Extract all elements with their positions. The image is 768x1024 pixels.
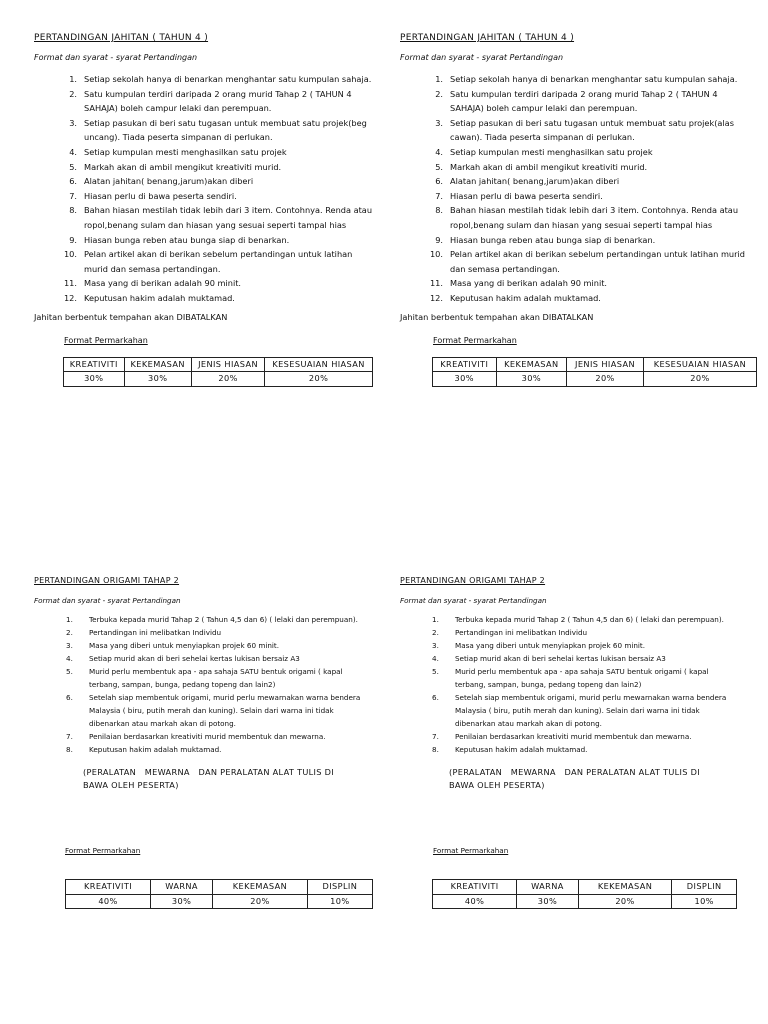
origami-format-label: Format Permarkahan — [433, 846, 509, 855]
rule-text: Terbuka kepada murid Tahap 2 ( Tahun 4,5 dan 6) ( lelaki dan perempuan). — [89, 615, 358, 624]
jahitan-title: PERTANDINGAN JAHITAN ( TAHUN 4 ) — [34, 33, 209, 43]
rule-number: 8. — [69, 205, 77, 216]
origami-score-table — [65, 879, 373, 909]
rule-text: Hiasan perlu di bawa peserta sendiri. — [84, 190, 237, 201]
rule-number: 2. — [69, 88, 77, 99]
rule-number: 11. — [429, 278, 443, 289]
rule-text: Setiap pasukan di beri satu tugasan untuk membuat satu projek(beg uncang). Tiada peserta simpanan di perlukan. — [84, 117, 367, 143]
table-header-row — [433, 880, 737, 895]
table-header-cell: KREATIVITI — [66, 880, 151, 895]
table-header-cell: KEKEMASAN — [578, 880, 672, 895]
rule-item — [427, 174, 747, 189]
table-header-cell: JENIS HIASAN — [191, 357, 264, 372]
rule-number: 12. — [63, 292, 77, 303]
table-row — [433, 894, 737, 909]
rule-item — [432, 743, 732, 756]
rule-text: Satu kumpulan terdiri daripada 2 orang murid Tahap 2 ( TAHUN 4 SAHAJA) boleh campur lelaki dan perempuan. — [450, 88, 718, 114]
rule-text: Pelan artikel akan di berikan sebelum pertandingan untuk latihan murid dan semasa pertandingan. — [450, 249, 745, 274]
rule-item — [432, 652, 732, 665]
jahitan-score-table — [63, 357, 373, 387]
rule-item — [427, 276, 747, 291]
rule-text: Setelah siap membentuk origami, murid perlu mewarnakan warna bendera Malaysia ( biru, putih merah dan kuning). Selain dari warna ini tidak dibenarkan atau markah akan di potong. — [455, 693, 727, 728]
rule-item — [427, 87, 747, 116]
rule-item — [432, 613, 732, 626]
table-header-cell: KESESUAIAN HIASAN — [265, 357, 373, 372]
origami-subtitle: Format dan syarat - syarat Pertandingan — [34, 596, 181, 605]
table-cell: 10% — [672, 894, 737, 909]
rule-item — [61, 247, 377, 276]
table-cell: 30% — [64, 372, 125, 387]
rule-number: 5. — [435, 161, 443, 172]
origami-subtitle: Format dan syarat - syarat Pertandingan — [400, 596, 547, 605]
rule-item — [61, 174, 377, 189]
rule-item — [427, 72, 747, 87]
rule-number: 6. — [432, 693, 439, 702]
rule-number: 1. — [66, 615, 73, 624]
origami-rules-list — [432, 613, 732, 756]
rule-item — [427, 116, 747, 145]
table-header-cell: JENIS HIASAN — [567, 357, 644, 372]
jahitan-rules-list — [427, 72, 747, 306]
jahitan-rules-list — [61, 72, 377, 306]
rule-item — [432, 691, 732, 730]
rule-number: 3. — [69, 117, 77, 128]
rule-item — [61, 276, 377, 291]
jahitan-subtitle: Format dan syarat - syarat Pertandingan — [34, 53, 198, 62]
table-cell: 20% — [213, 894, 308, 909]
rule-text: Setelah siap membentuk origami, murid perlu mewarnakan warna bendera Malaysia ( biru, putih merah dan kuning). Selain dari warna ini tidak dibenarkan atau markah akan di potong. — [89, 693, 361, 728]
rule-item — [427, 247, 747, 276]
origami-right-column — [400, 576, 755, 909]
rule-text: Hiasan perlu di bawa peserta sendiri. — [450, 190, 603, 201]
jahitan-note: Jahitan berbentuk tempahan akan DIBATALKAN — [34, 311, 228, 322]
rule-item — [61, 145, 377, 160]
rule-item — [61, 189, 377, 204]
rule-text: Hiasan bunga reben atau bunga siap di benarkan. — [450, 234, 656, 245]
origami-rules-list — [66, 613, 366, 756]
rule-text: Alatan jahitan( benang,jarum)akan diberi — [450, 176, 620, 187]
table-cell: 30% — [433, 372, 497, 387]
rule-number: 12. — [429, 292, 443, 303]
rule-text: Pertandingan ini melibatkan Individu — [89, 628, 222, 637]
table-cell: 20% — [578, 894, 672, 909]
jahitan-left-column — [34, 33, 389, 387]
rule-number: 8. — [435, 205, 443, 216]
rule-text: Bahan hiasan mestilah tidak lebih dari 3 item. Contohnya. Renda atau ropol,benang sulam dan hiasan yang sesuai seperti tampal hias — [84, 205, 373, 230]
rule-number: 9. — [435, 234, 443, 245]
table-header-cell: DISPLIN — [307, 880, 372, 895]
rule-text: Setiap murid akan di beri sehelai kertas lukisan bersaiz A3 — [89, 654, 300, 663]
rule-item — [427, 145, 747, 160]
rule-item — [66, 639, 366, 652]
origami-tools-line-1: (PERALATAN MEWARNA DAN PERALATAN ALAT TULIS DI — [83, 767, 334, 777]
rule-text: Masa yang diberi untuk menyiapkan projek 60 minit. — [455, 641, 645, 650]
rule-number: 10. — [63, 249, 77, 260]
rule-text: Markah akan di ambil mengikut kreativiti murid. — [450, 161, 648, 172]
rule-number: 4. — [435, 146, 443, 157]
rule-number: 2. — [435, 88, 443, 99]
rule-number: 10. — [429, 249, 443, 260]
rule-item — [427, 160, 747, 175]
rule-number: 1. — [432, 615, 439, 624]
table-header-cell: KREATIVITI — [433, 880, 517, 895]
origami-section — [0, 576, 768, 956]
jahitan-right-column — [400, 33, 755, 387]
rule-text: Hiasan bunga reben atau bunga siap di benarkan. — [84, 234, 290, 245]
jahitan-subtitle: Format dan syarat - syarat Pertandingan — [400, 53, 564, 62]
rule-number: 3. — [66, 641, 73, 650]
rule-text: Pertandingan ini melibatkan Individu — [455, 628, 588, 637]
table-row — [433, 372, 757, 387]
table-header-cell: WARNA — [517, 880, 579, 895]
rule-text: Keputusan hakim adalah muktamad. — [84, 292, 235, 303]
rule-number: 5. — [66, 667, 73, 676]
rule-text: Keputusan hakim adalah muktamad. — [450, 292, 601, 303]
table-cell: 20% — [191, 372, 264, 387]
rule-text: Keputusan hakim adalah muktamad. — [89, 745, 222, 754]
rule-text: Setiap murid akan di beri sehelai kertas lukisan bersaiz A3 — [455, 654, 666, 663]
rule-item — [61, 72, 377, 87]
rule-number: 8. — [432, 745, 439, 754]
table-header-row — [433, 357, 757, 372]
rule-item — [66, 665, 366, 691]
rule-number: 2. — [66, 628, 73, 637]
table-header-cell: KEKEMASAN — [124, 357, 191, 372]
table-cell: 30% — [151, 894, 213, 909]
rule-item — [61, 233, 377, 248]
table-header-cell: KEKEMASAN — [496, 357, 567, 372]
rule-item — [61, 116, 377, 145]
origami-tools-line-2: BAWA OLEH PESERTA) — [83, 780, 179, 790]
rule-text: Setiap sekolah hanya di benarkan menghantar satu kumpulan sahaja. — [84, 74, 372, 84]
rule-number: 5. — [432, 667, 439, 676]
rule-number: 5. — [69, 161, 77, 172]
rule-text: Setiap sekolah hanya di benarkan menghantar satu kumpulan sahaja. — [450, 74, 738, 84]
rule-item — [427, 203, 747, 232]
origami-score-table — [432, 879, 737, 909]
origami-left-column — [34, 576, 389, 909]
origami-tools-note — [83, 766, 389, 792]
rule-number: 1. — [435, 74, 443, 84]
table-row — [64, 372, 373, 387]
rule-text: Alatan jahitan( benang,jarum)akan diberi — [84, 176, 254, 187]
table-header-cell: KEKEMASAN — [213, 880, 308, 895]
table-cell: 20% — [265, 372, 373, 387]
rule-item — [427, 189, 747, 204]
table-cell: 30% — [124, 372, 191, 387]
origami-format-label: Format Permarkahan — [65, 846, 141, 855]
table-header-cell: KESESUAIAN HIASAN — [643, 357, 756, 372]
rule-number: 8. — [66, 745, 73, 754]
origami-tools-line-1: (PERALATAN MEWARNA DAN PERALATAN ALAT TULIS DI — [449, 767, 700, 777]
rule-number: 4. — [66, 654, 73, 663]
rule-text: Murid perlu membentuk apa - apa sahaja SATU bentuk origami ( kapal terbang, sampan, bunga, pedang topeng dan lain2) — [89, 667, 343, 689]
rule-item — [66, 743, 366, 756]
rule-number: 1. — [69, 74, 77, 84]
rule-text: Masa yang di berikan adalah 90 minit. — [450, 278, 608, 289]
rule-item — [61, 291, 377, 306]
rule-item — [61, 203, 377, 232]
rule-item — [66, 691, 366, 730]
table-cell: 30% — [496, 372, 567, 387]
rule-text: Penilaian berdasarkan kreativiti murid membentuk dan mewarna. — [89, 732, 326, 741]
table-cell: 30% — [517, 894, 579, 909]
rule-number: 11. — [63, 278, 77, 289]
table-header-cell: KREATIVITI — [64, 357, 125, 372]
rule-item — [66, 652, 366, 665]
rule-number: 6. — [66, 693, 73, 702]
table-header-row — [64, 357, 373, 372]
rule-number: 4. — [432, 654, 439, 663]
rule-text: Masa yang di berikan adalah 90 minit. — [84, 278, 242, 289]
rule-number: 7. — [66, 732, 73, 741]
table-cell: 40% — [66, 894, 151, 909]
rule-text: Setiap kumpulan mesti menghasilkan satu projek — [450, 146, 653, 157]
rule-number: 7. — [435, 190, 443, 201]
origami-title: PERTANDINGAN ORIGAMI TAHAP 2 — [400, 576, 546, 585]
table-header-cell: WARNA — [151, 880, 213, 895]
rule-item — [432, 626, 732, 639]
rule-item — [66, 730, 366, 743]
rule-text: Penilaian berdasarkan kreativiti murid membentuk dan mewarna. — [455, 732, 692, 741]
rule-item — [432, 730, 732, 743]
rule-text: Bahan hiasan mestilah tidak lebih dari 3 item. Contohnya. Renda atau ropol,benang sulam dan hiasan yang sesuai seperti tampal hias — [450, 205, 739, 230]
rule-number: 2. — [432, 628, 439, 637]
rule-number: 7. — [432, 732, 439, 741]
origami-tools-line-2: BAWA OLEH PESERTA) — [449, 780, 545, 790]
rule-number: 6. — [69, 176, 77, 187]
origami-tools-note — [449, 766, 755, 792]
rule-text: Murid perlu membentuk apa - apa sahaja SATU bentuk origami ( kapal terbang, sampan, bunga, pedang topeng dan lain2) — [455, 667, 709, 689]
table-cell: 10% — [307, 894, 372, 909]
rule-item — [427, 291, 747, 306]
table-cell: 40% — [433, 894, 517, 909]
jahitan-section — [0, 33, 768, 433]
jahitan-title: PERTANDINGAN JAHITAN ( TAHUN 4 ) — [400, 33, 575, 43]
jahitan-format-label: Format Permarkahan — [433, 335, 517, 345]
rule-text: Markah akan di ambil mengikut kreativiti murid. — [84, 161, 282, 172]
table-header-cell: DISPLIN — [672, 880, 737, 895]
table-header-row — [66, 880, 373, 895]
rule-item — [61, 87, 377, 116]
rule-text: Satu kumpulan terdiri daripada 2 orang murid Tahap 2 ( TAHUN 4 SAHAJA) boleh campur lelaki dan perempuan. — [84, 88, 352, 114]
rule-number: 6. — [435, 176, 443, 187]
rule-item — [66, 626, 366, 639]
rule-number: 9. — [69, 234, 77, 245]
jahitan-format-label: Format Permarkahan — [64, 335, 148, 345]
rule-item — [432, 639, 732, 652]
rule-item — [432, 665, 732, 691]
origami-title: PERTANDINGAN ORIGAMI TAHAP 2 — [34, 576, 180, 585]
rule-text: Pelan artikel akan di berikan sebelum pertandingan untuk latihan murid dan semasa pertandingan. — [84, 249, 353, 274]
rule-item — [427, 233, 747, 248]
rule-text: Setiap pasukan di beri satu tugasan untuk membuat satu projek(alas cawan). Tiada peserta simpanan di perlukan. — [450, 117, 734, 143]
rule-number: 3. — [432, 641, 439, 650]
rule-item — [66, 613, 366, 626]
table-cell: 20% — [643, 372, 756, 387]
rule-number: 7. — [69, 190, 77, 201]
rule-text: Terbuka kepada murid Tahap 2 ( Tahun 4,5 dan 6) ( lelaki dan perempuan). — [455, 615, 724, 624]
rule-number: 3. — [435, 117, 443, 128]
table-row — [66, 894, 373, 909]
rule-text: Setiap kumpulan mesti menghasilkan satu projek — [84, 146, 287, 157]
rule-number: 4. — [69, 146, 77, 157]
rule-text: Keputusan hakim adalah muktamad. — [455, 745, 588, 754]
rule-item — [61, 160, 377, 175]
table-cell: 20% — [567, 372, 644, 387]
table-header-cell: KREATIVITI — [433, 357, 497, 372]
jahitan-score-table — [432, 357, 757, 387]
jahitan-note: Jahitan berbentuk tempahan akan DIBATALKAN — [400, 311, 594, 322]
rule-text: Masa yang diberi untuk menyiapkan projek 60 minit. — [89, 641, 279, 650]
